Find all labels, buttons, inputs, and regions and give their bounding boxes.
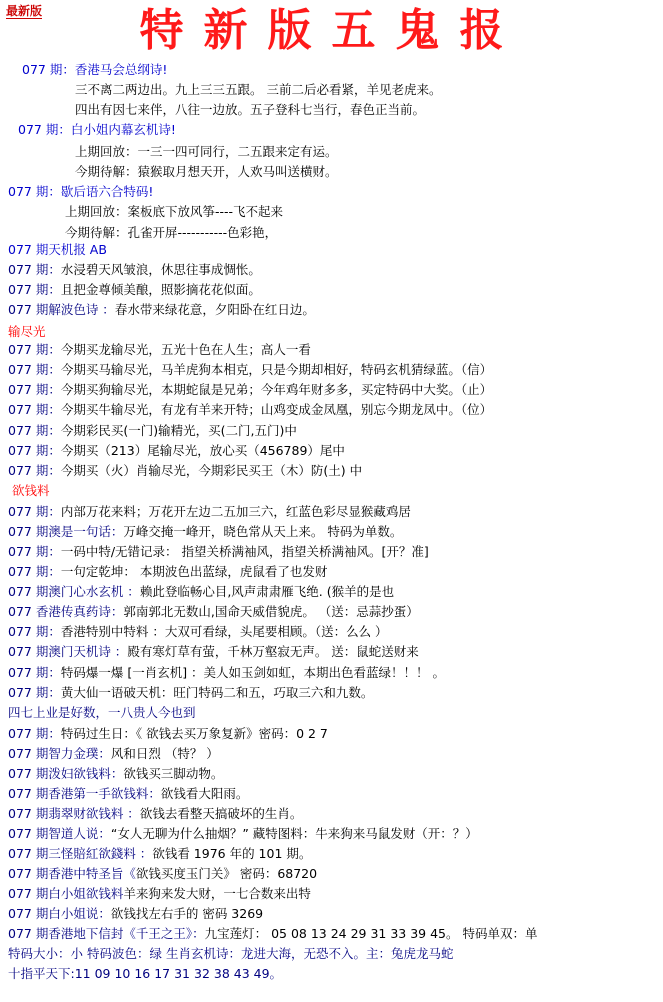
text-line	[8, 380, 492, 399]
line-text: 三不离二两边出。九上三三五跟。 三前二后必看紧，羊见老虎来。	[75, 82, 442, 97]
latest-edition-badge: 最新版	[6, 4, 43, 18]
line-text: 欲钱看大阳雨。	[160, 786, 249, 801]
text-line	[8, 663, 445, 682]
text-line	[8, 784, 248, 803]
line-label: 077 期：	[8, 402, 61, 417]
line-label: 十指平天下:11 09 10 16 17 31 32 38 43 49。	[8, 966, 283, 981]
line-label: 077 期：	[18, 122, 71, 137]
line-text: 特码爆一爆 [一肖玄机] ：美人如玉剑如虹，本期出色看蓝绿！！！ 。	[60, 665, 446, 680]
line-label: 077 期：	[8, 262, 61, 277]
line-text: 欲钱买度玉门关》 密码：68720	[135, 866, 318, 881]
line-label: 077 期天机报 AB	[8, 242, 107, 257]
line-label: 077 期：	[8, 184, 61, 199]
line-label: 077 期：	[8, 624, 61, 639]
text-line	[75, 162, 338, 181]
text-line	[8, 744, 219, 763]
line-label: 077 期：	[8, 504, 61, 519]
line-text: 今期待解：孔雀开屏-----------色彩艳，	[65, 225, 278, 240]
line-text: 香港马会总纲诗!	[74, 62, 168, 77]
text-line	[8, 502, 411, 521]
text-line	[8, 964, 282, 983]
line-label: 077 期澳门天机诗 ：	[8, 644, 128, 659]
line-label: 077 期解波色诗 ：	[8, 302, 115, 317]
text-line	[8, 724, 328, 743]
text-line	[8, 582, 394, 601]
line-text: 上期回放：案板底下放风筝----飞不起来	[65, 204, 284, 219]
line-label: 欲钱料	[12, 483, 50, 498]
line-text: 四出有因七来伴，八往一边放。五子登科七当行，春色正当前。	[75, 102, 426, 117]
line-label: 077 期：	[8, 362, 61, 377]
line-text: 今期买（213）尾输尽光，放心买（456789）尾中	[60, 443, 345, 458]
line-label: 077 期：	[8, 726, 61, 741]
line-label: 077 期：	[22, 62, 75, 77]
text-line	[8, 542, 429, 561]
line-text: 欲钱找左右手的 密码 3269	[110, 906, 264, 921]
line-label: 077 香港传真药诗：	[8, 604, 124, 619]
line-label: 077 期智道人说：	[8, 826, 111, 841]
text-line	[8, 904, 263, 923]
line-label: 077 期澳门心水玄机 ：	[8, 584, 140, 599]
line-label: 077 期澳是一句话：	[8, 524, 124, 539]
line-label: 077 期：	[8, 463, 61, 478]
line-text: 歇后语六合特码!	[60, 184, 154, 199]
text-line	[8, 622, 388, 641]
text-line	[12, 481, 50, 500]
line-text: “女人无聊为什么抽烟？” 藏特图料：牛来狗来马鼠发财（开：？）	[110, 826, 478, 841]
text-line	[8, 844, 311, 863]
line-label: 特码大小：小 特码波色：绿 生肖玄机诗：龙进大海，无恐不入。主：兔虎龙马蛇	[8, 946, 454, 961]
line-text: 欲钱去看整天搞破坏的生肖。	[139, 806, 303, 821]
line-label: 077 期：	[8, 685, 61, 700]
line-label: 077 期泼妇欲钱料：	[8, 766, 124, 781]
line-label: 077 期：	[8, 443, 61, 458]
line-label: 四七上业是好数，一八贵人今也到	[8, 705, 196, 720]
text-line	[8, 461, 362, 480]
line-text: 今期买龙输尽光，五光十色在人生；高人一看	[60, 342, 311, 357]
text-line	[8, 703, 196, 722]
line-label: 077 期香港中特圣旨《	[8, 866, 136, 881]
text-line	[8, 683, 373, 702]
text-line	[65, 202, 283, 221]
text-line	[8, 240, 107, 259]
line-label: 077 期：	[8, 382, 61, 397]
line-text: 今期待解：猿猴取月想天开，人欢马叫送横财。	[75, 164, 338, 179]
line-text: 今期买（火）肖输尽光，今期彩民买王（木）防(土) 中	[60, 463, 363, 478]
line-label: 077 期智力金璞：	[8, 746, 111, 761]
text-line	[8, 804, 302, 823]
line-text: 郭南郭北无数山,国命天威借貌虎。 （送：忌蒜抄蛋）	[123, 604, 419, 619]
text-line	[8, 300, 315, 319]
text-line	[8, 340, 311, 359]
text-line	[8, 421, 297, 440]
line-text: 赖此登临畅心目,风声肃肃雁飞绝. (猴羊的是也	[139, 584, 395, 599]
text-line	[8, 924, 537, 943]
text-line	[8, 562, 327, 581]
page-title: 特新版五鬼报	[139, 5, 524, 56]
text-line	[8, 884, 311, 903]
line-text: 今期买狗输尽光，本期蛇鼠是兄弟；今年鸡年财多多，买定特码中大奖。（止）	[60, 382, 493, 397]
line-label: 077 期香港地下信封《千王之王》：	[8, 926, 205, 941]
line-text: 黄大仙一语破天机：旺门特码二和五，巧取三六和九数。	[60, 685, 374, 700]
line-label: 077 期：	[8, 282, 61, 297]
line-text: 春水带来绿花意，夕阳卧在红日边。	[114, 302, 315, 317]
line-text: 特码过生日：《 欲钱去买万象复新》密码：0 2 7	[60, 726, 328, 741]
line-text: 香港特别中特料 ：大双可看绿，头尾要相顾。（送：么么 ）	[60, 624, 388, 639]
text-line	[8, 824, 478, 843]
text-line	[8, 441, 345, 460]
line-text: 九宝莲灯： 05 08 13 24 29 31 33 39 45。 特码单双：单	[204, 926, 538, 941]
line-text: 风和日烈 （特？ ）	[110, 746, 219, 761]
text-line	[8, 522, 402, 541]
line-text: 万峰交掩一峰开，晓色常从天上来。 特码为单数。	[123, 524, 403, 539]
text-line	[8, 944, 453, 963]
text-line	[8, 260, 261, 279]
text-line	[75, 100, 425, 119]
line-text: 羊来狗来发大财，一七合数来出特	[123, 886, 311, 901]
line-text: 内部万花来料；万花开左边二五加三六，红蓝色彩尽显猴藏鸡居	[60, 504, 411, 519]
line-label: 077 期白小姐欲钱料	[8, 886, 124, 901]
text-line	[8, 360, 492, 379]
line-text: 今期买马输尽光，马羊虎狗本相克，只是今期却相好，特码玄机猜绿蓝。（信）	[60, 362, 493, 377]
line-text: 一码中特/无错记录： 指望关桥满袖风，指望关桥满袖风。[开？准]	[60, 544, 429, 559]
text-line	[22, 60, 167, 79]
line-text: 且把金尊倾美酿，照影摘花花似面。	[60, 282, 261, 297]
text-line	[75, 80, 441, 99]
line-text: 欲钱看 1976 年的 101 期。	[152, 846, 312, 861]
line-text: 上期回放：一三一四可同行，二五跟来定有运。	[75, 144, 338, 159]
line-label: 077 期三怪賠紅欲錢料 ：	[8, 846, 153, 861]
line-label: 077 期：	[8, 544, 61, 559]
text-line	[18, 120, 176, 139]
text-line	[8, 182, 153, 201]
text-line	[8, 864, 317, 883]
line-text: 白小姐内幕玄机诗!	[70, 122, 176, 137]
line-text: 欲钱买三脚动物。	[123, 766, 224, 781]
line-label: 077 期香港第一手欲钱料：	[8, 786, 161, 801]
line-text: 一句定乾坤： 本期波色出蓝绿，虎鼠看了也发财	[60, 564, 328, 579]
line-text: 殿有寒灯草有萤，千林万壑寂无声。 送：鼠蛇送财来	[127, 644, 419, 659]
text-line	[75, 142, 338, 161]
line-text: 今期彩民买(一门)输精光，买(二门,五门)中	[60, 423, 297, 438]
line-label: 077 期：	[8, 665, 61, 680]
text-line	[8, 280, 261, 299]
line-text: 今期买牛输尽光，有龙有羊来开特；山鸡变成金凤凰，别忘今期龙凤中。（位）	[60, 402, 493, 417]
line-label: 输尽光	[8, 324, 46, 339]
text-line	[8, 642, 419, 661]
line-label: 077 期翡翠财欲钱料 ：	[8, 806, 140, 821]
line-label: 077 期：	[8, 564, 61, 579]
text-line	[8, 400, 492, 419]
line-label: 077 期白小姐说：	[8, 906, 111, 921]
line-label: 077 期：	[8, 342, 61, 357]
text-line	[8, 602, 419, 621]
text-line	[8, 322, 46, 341]
line-text: 水浸碧天风皱浪，休思往事成惆怅。	[60, 262, 261, 277]
text-line	[8, 764, 223, 783]
line-label: 077 期：	[8, 423, 61, 438]
